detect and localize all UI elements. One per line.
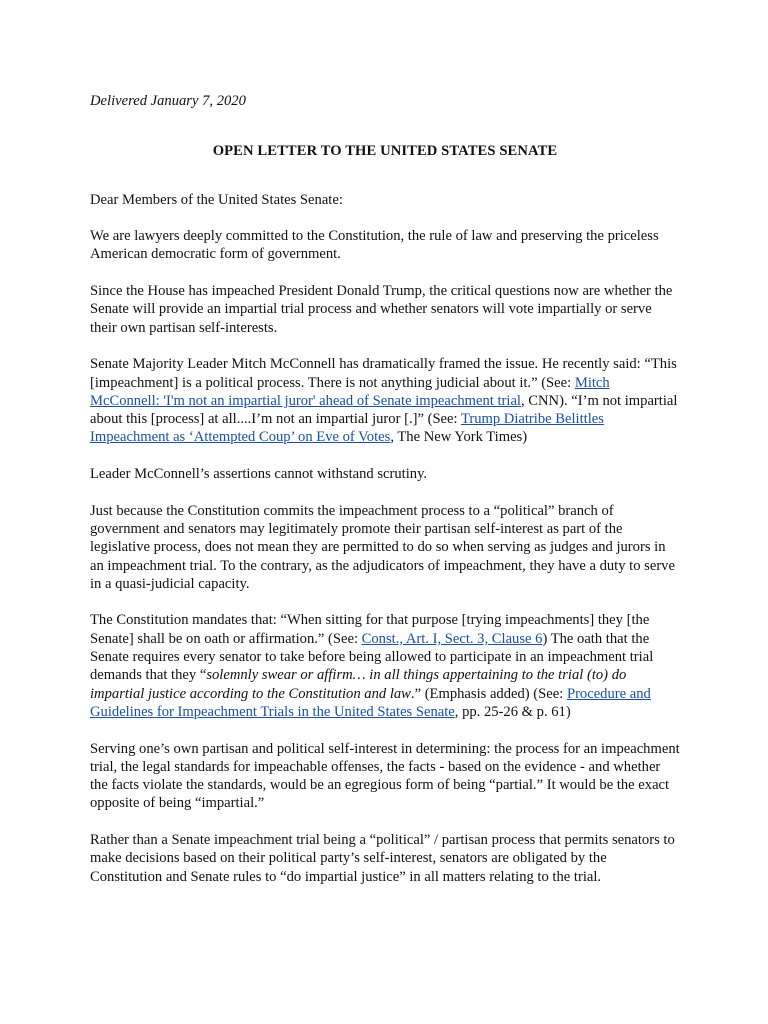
link-nyt-article[interactable]: Trump Diatribe Belittles Impeachment as ‘Attempted Coup’ on Eve of Votes <box>90 411 604 446</box>
paragraph-impartial-justice: Rather than a Senate impeachment trial being a “political” / partisan process that permits senators to make decisions based on their political party’s self-interest, senators are obligated by the Constitution and Senate rules to “do impartial justice” in all matters relating to the trial. <box>90 831 675 885</box>
paragraph-lawyers-commitment: We are lawyers deeply committed to the Constitution, the rule of law and preserving the priceless American democratic form of government. <box>90 228 659 263</box>
paragraph-constitution-mandates <box>90 611 680 721</box>
paragraph-mcconnell-quote <box>90 355 680 446</box>
link-cnn-article[interactable]: Mitch McConnell: 'I'm not an impartial juror' ahead of Senate impeachment trial <box>90 374 610 409</box>
paragraph-partisan-interest: Serving one’s own partisan and political self-interest in determining: the process for an impeachment trial, the legal standards for impeachable offenses, the facts - based on the evidence - and whether the facts violate the standards, would be an egregious form of being “partial.” It would be the exact opposite of being “impartial.” <box>90 740 680 812</box>
paragraph-political-branch: Just because the Constitution commits the impeachment process to a “political” branch of government and senators may legitimately promote their partisan self-interest as part of the legislative process, does not mean they are permitted to do so when serving as judges and jurors in an impeachment trial. To the contrary, as the adjudicators of impeachment, they have a duty to serve in a quasi-judicial capacity. <box>90 502 675 592</box>
paragraph-critical-questions: Since the House has impeached President Donald Trump, the critical questions now are whether the Senate will provide an impartial trial process and whether senators will vote impartially or serve their own partisan self-interests. <box>90 283 673 336</box>
link-senate-procedure[interactable]: Procedure and Guidelines for Impeachment Trials in the United States Senate <box>90 685 651 720</box>
paragraph-text: , The New York Times) <box>390 429 528 446</box>
delivery-date: Delivered January 7, 2020 <box>90 93 246 109</box>
paragraph-text: Senate Majority Leader Mitch McConnell has dramatically framed the issue. He recently said: “This [impeachment] is a political process. There is not anything judicial about it.” (See: <box>90 356 677 391</box>
paragraph-assertions: Leader McConnell’s assertions cannot withstand scrutiny. <box>90 466 428 483</box>
oath-quote: solemnly swear or affirm… in all things appertaining to the trial (to) do impartial justice according to the Constitution and law <box>90 667 627 702</box>
paragraph-text: The Constitution mandates that: “When sitting for that purpose [trying impeachments] they [the Senate] shall be on oath or affirmation.” (See: <box>90 612 650 647</box>
paragraph-text: .” (Emphasis added) (See: <box>410 685 567 702</box>
letter-page <box>90 92 680 904</box>
paragraph-text: ) The oath that the Senate requires every senator to take before being allowed to participate in an impeachment trial demands that they “ <box>90 630 654 684</box>
salutation: Dear Members of the United States Senate: <box>90 191 343 208</box>
link-constitution-clause[interactable]: Const., Art. I, Sect. 3, Clause 6 <box>361 630 543 647</box>
paragraph-text: , CNN). “I’m not impartial about this [process] at all....I’m not an impartial juror [.]” (See: <box>90 392 678 428</box>
letter-title: OPEN LETTER TO THE UNITED STATES SENATE <box>212 143 558 160</box>
paragraph-text: , pp. 25-26 & p. 61) <box>454 703 571 720</box>
